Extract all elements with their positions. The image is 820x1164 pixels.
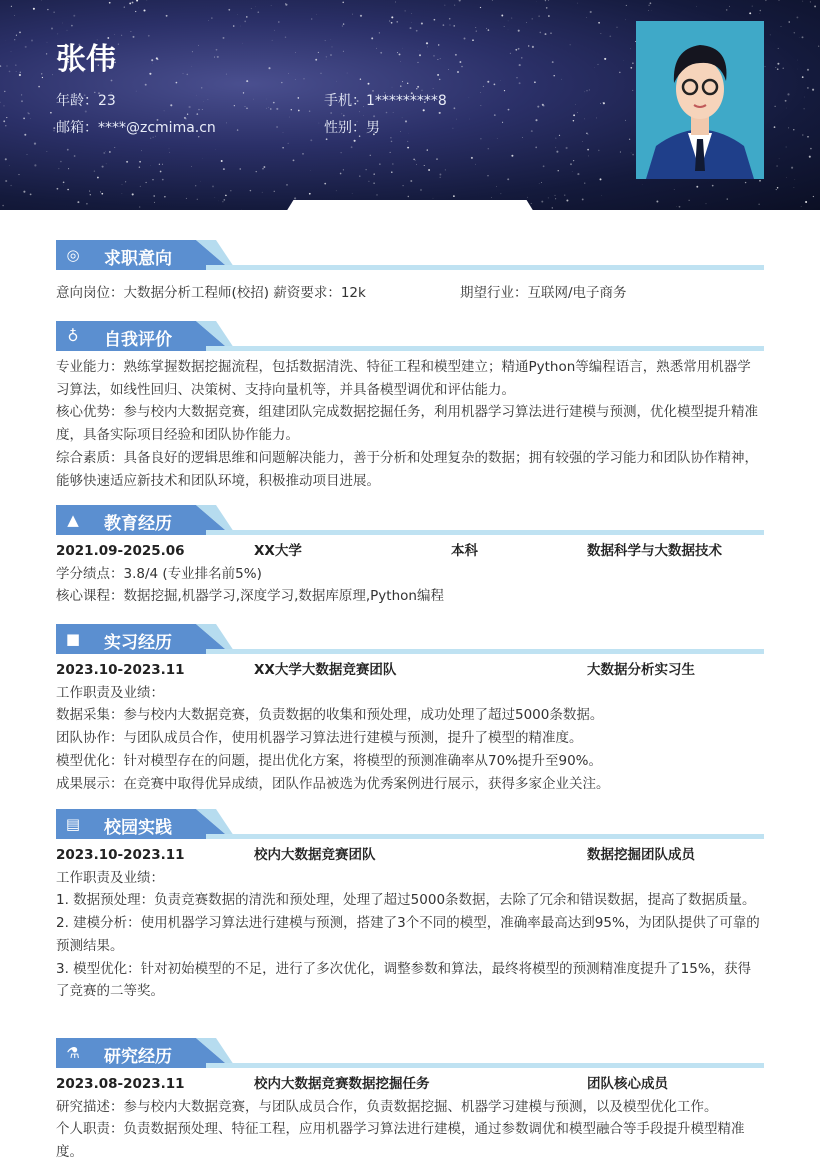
date-range: 2023.10-2023.11 [56, 659, 254, 682]
paragraph: 成果展示：在竞赛中取得优异成绩，团队作品被选为优秀案例进行展示，获得多家企业关注。 [56, 773, 764, 796]
major: 数据科学与大数据技术 [587, 540, 722, 563]
section-title: 自我评价 [104, 325, 172, 350]
paragraph: 核心课程：数据挖掘,机器学习,深度学习,数据库原理,Python编程 [56, 585, 764, 608]
profile-photo [636, 21, 764, 179]
section-header [56, 1038, 764, 1068]
paragraph: 核心优势：参与校内大数据竞赛，组建团队完成数据挖掘任务，利用机器学习算法进行建模与预测，优化模型提升精准度，具备实际项目经验和团队协作能力。 [56, 401, 764, 446]
email: 邮箱：****@zcmima.cn [56, 117, 216, 137]
flask-icon: ⚗ [64, 1044, 82, 1062]
paragraph: 3. 模型优化：针对初始模型的不足，进行了多次优化，调整参数和算法，最终将模型的预测精准度提升了15%，获得了竞赛的二等奖。 [56, 958, 764, 1003]
paragraph: 模型优化：针对模型存在的问题，提出优化方案，将模型的预测准确率从70%提升至90%。 [56, 750, 764, 773]
building-icon: ▤ [64, 815, 82, 833]
candidate-name: 张伟 [56, 34, 116, 78]
desired-industry: 期望行业：互联网/电子商务 [460, 282, 627, 305]
desired-position: 意向岗位：大数据分析工程师(校招) 薪资要求：12k [56, 282, 460, 305]
section-header [56, 809, 764, 839]
paragraph: 综合素质：具备良好的逻辑思维和问题解决能力，善于分析和处理复杂的数据；拥有较强的学习能力和团队协作精神，能够快速适应新技术和团队环境，积极推动项目进展。 [56, 447, 764, 492]
paragraph: 1. 数据预处理：负责竞赛数据的清洗和预处理，处理了超过5000条数据，去除了冗余和错误数据，提高了数据质量。 [56, 889, 764, 912]
role: 数据挖掘团队成员 [587, 844, 695, 867]
paragraph: 数据采集：参与校内大数据竞赛，负责数据的收集和预处理，成功处理了超过5000条数据。 [56, 704, 764, 727]
paragraph: 学分绩点：3.8/4 (专业排名前5%) [56, 563, 764, 586]
header-banner [0, 0, 820, 210]
section-title: 求职意向 [104, 244, 172, 269]
age: 年龄：23 [56, 90, 116, 110]
paragraph: 工作职责及业绩： [56, 867, 764, 890]
role: 大数据分析实习生 [587, 659, 695, 682]
date-range: 2023.10-2023.11 [56, 844, 254, 867]
phone: 手机：1*********8 [324, 90, 447, 110]
paragraph: 专业能力：熟练掌握数据挖掘流程，包括数据清洗、特征工程和模型建立；精通Python等编程语言，熟悉常用机器学习算法，如线性回归、决策树、支持向量机等，并具备模型调优和评估能力。 [56, 356, 764, 401]
school: XX大学 [254, 540, 451, 563]
briefcase-icon: ■ [64, 630, 82, 648]
section-header [56, 240, 764, 270]
organization: 校内大数据竞赛数据挖掘任务 [254, 1073, 587, 1096]
paragraph: 研究描述：参与校内大数据竞赛，与团队成员合作，负责数据挖掘、机器学习建模与预测，以及模型优化工作。 [56, 1096, 764, 1119]
gender: 性别：男 [324, 117, 380, 137]
section-campus-practice [56, 809, 764, 1003]
section-header [56, 505, 764, 535]
date-range: 2021.09-2025.06 [56, 540, 254, 563]
paragraph: 团队协作：与团队成员合作，使用机器学习算法进行建模与预测，提升了模型的精准度。 [56, 727, 764, 750]
section-title: 实习经历 [104, 628, 172, 653]
banner-notch [286, 200, 534, 210]
role: 团队核心成员 [587, 1073, 668, 1096]
graduation-cap-icon: ▲ [64, 511, 82, 529]
section-header [56, 624, 764, 654]
section-job-intent [56, 240, 764, 305]
section-research [56, 1038, 764, 1164]
organization: XX大学大数据竞赛团队 [254, 659, 587, 682]
lightbulb-icon: ♁ [64, 327, 82, 345]
section-title: 研究经历 [104, 1042, 172, 1067]
paragraph: 个人职责：负责数据预处理、特征工程，应用机器学习算法进行建模，通过参数调优和模型融合等手段提升模型精准度。 [56, 1118, 764, 1163]
section-title: 教育经历 [104, 509, 172, 534]
organization: 校内大数据竞赛团队 [254, 844, 587, 867]
section-internship [56, 624, 764, 795]
section-header [56, 321, 764, 351]
paragraph: 工作职责及业绩： [56, 682, 764, 705]
paragraph: 2. 建模分析：使用机器学习算法进行建模与预测，搭建了3个不同的模型，准确率最高达到95%，为团队提供了可靠的预测结果。 [56, 912, 764, 957]
section-education [56, 505, 764, 608]
degree: 本科 [451, 540, 587, 563]
section-self-evaluation [56, 321, 764, 492]
date-range: 2023.08-2023.11 [56, 1073, 254, 1096]
target-icon: ◎ [64, 246, 82, 264]
section-title: 校园实践 [104, 813, 172, 838]
